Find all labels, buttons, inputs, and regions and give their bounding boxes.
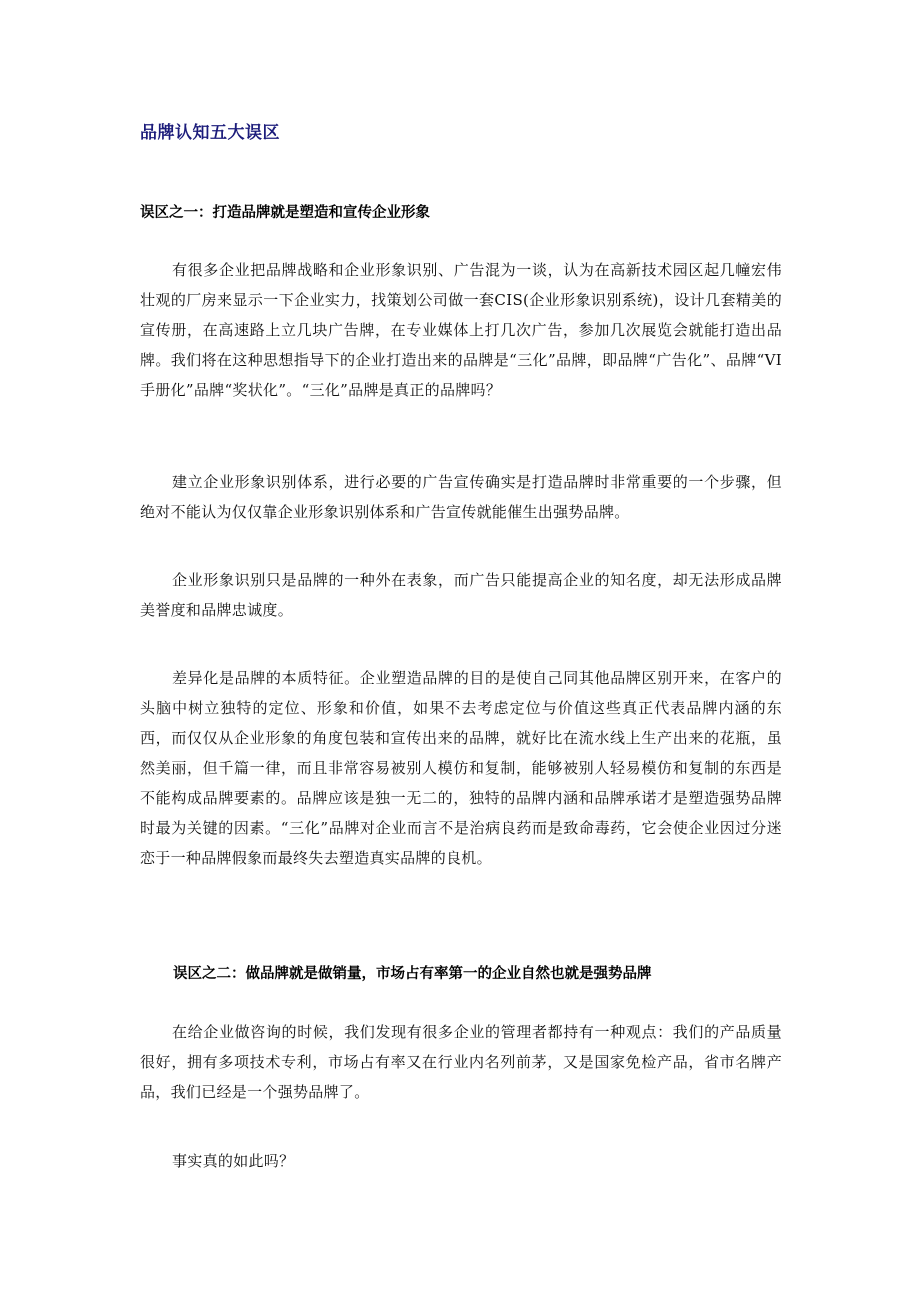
section-2-heading: 误区之二：做品牌就是做销量，市场占有率第一的企业自然也就是强势品牌 <box>173 966 652 982</box>
section-1-heading: 误区之一：打造品牌就是塑造和宣传企业形象 <box>140 205 430 221</box>
section-1-paragraph: 有很多企业把品牌战略和企业形象识别、广告混为一谈，认为在高新技术园区起几幢宏伟壮观的厂房来显示一下企业实力，找策划公司做一套CIS(企业形象识别系统)，设计几套精美的宣传册，在高速路上立几块广告牌，在专业媒体上打几次广告，参加几次展览会就能打造出品牌。我们将在这种思想指导下的企业打造出来的品牌是“三化”品牌，即品牌“广告化”、品牌“VI手册化”品牌“奖状化”。“三化”品牌是真正的品牌吗？ <box>140 261 782 399</box>
section-2-paragraph: 事实真的如此吗？ <box>172 1152 295 1170</box>
section-2-paragraph: 在给企业做咨询的时候，我们发现有很多企业的管理者都持有一种观点：我们的产品质量很好，拥有多项技术专利，市场占有率又在行业内名列前茅，又是国家免检产品，省市名牌产品，我们已经是一个强势品牌了。 <box>140 1023 782 1101</box>
section-1-paragraph: 建立企业形象识别体系，进行必要的广告宣传确实是打造品牌时非常重要的一个步骤，但绝对不能认为仅仅靠企业形象识别体系和广告宣传就能催生出强势品牌。 <box>140 473 782 521</box>
section-1-paragraph: 企业形象识别只是品牌的一种外在表象，而广告只能提高企业的知名度，却无法形成品牌美誉度和品牌忠诚度。 <box>140 571 782 619</box>
document-title: 品牌认知五大误区 <box>140 123 280 143</box>
section-1-paragraph: 差异化是品牌的本质特征。企业塑造品牌的目的是使自己同其他品牌区别开来，在客户的头脑中树立独特的定位、形象和价值，如果不去考虑定位与价值这些真正代表品牌内涵的东西，而仅仅从企业形象的角度包装和宣传出来的品牌，就好比在流水线上生产出来的花瓶，虽然美丽，但千篇一律，而且非常容易被别人模仿和复制，能够被别人轻易模仿和复制的东西是不能构成品牌要素的。品牌应该是独一无二的，独特的品牌内涵和品牌承诺才是塑造强势品牌时最为关键的因素。“三化”品牌对企业而言不是治病良药而是致命毒药，它会使企业因过分迷恋于一种品牌假象而最终失去塑造真实品牌的良机。 <box>140 669 782 867</box>
